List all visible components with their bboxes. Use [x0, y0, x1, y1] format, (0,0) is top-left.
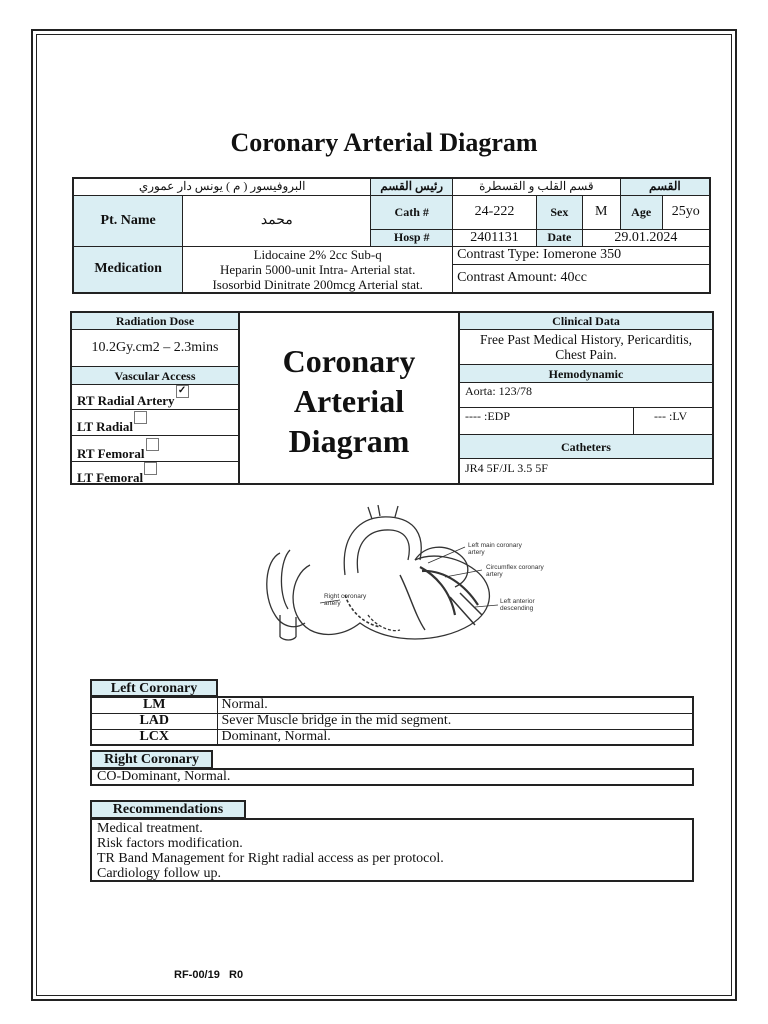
radiation-dose-value: 10.2Gy.cm2 – 2.3mins — [72, 330, 238, 367]
page-title: Coronary Arterial Diagram — [230, 128, 538, 157]
access-label: LT Radial — [77, 419, 134, 434]
sex-label: Sex — [536, 195, 582, 229]
patient-name: محمد — [183, 195, 371, 246]
center-title — [240, 341, 458, 461]
table-row — [91, 697, 693, 713]
catheters-label: Catheters — [460, 435, 712, 459]
center-title-line: Arterial — [293, 383, 405, 419]
medication-item: Heparin 5000-unit Intra- Arterial stat. — [220, 261, 416, 277]
left-coronary-heading: Left Coronary — [90, 679, 218, 697]
diagram-label: Left main coronary — [468, 542, 522, 549]
access-label: LT Femoral — [77, 470, 144, 485]
medication-item: Isosorbid Dinitrate 200mcg Arterial stat. — [212, 276, 423, 292]
date-value: 29.01.2024 — [582, 229, 710, 246]
aorta-value: Aorta: 123/78 — [460, 383, 712, 408]
hosp-value: 2401131 — [453, 229, 537, 246]
recommendation-item: Risk factors modification. — [97, 836, 243, 851]
patient-name-label: Pt. Name — [73, 195, 183, 246]
left-info-panel — [70, 311, 240, 485]
right-info-panel — [458, 311, 714, 485]
table-row — [91, 729, 693, 745]
clinical-data-label: Clinical Data — [460, 313, 712, 330]
center-title-box — [238, 311, 460, 485]
head-of-dept-name: البروفيسور ( م ) يونس دار عموري — [73, 178, 371, 195]
access-lt-radial — [72, 410, 238, 436]
diagram-label: Right coronary — [324, 593, 367, 600]
access-rt-radial — [72, 385, 238, 410]
checkbox-icon[interactable] — [146, 438, 159, 451]
right-coronary-finding: CO-Dominant, Normal. — [90, 768, 694, 786]
finding-cell: Normal. — [217, 697, 693, 713]
recommendation-item: TR Band Management for Right radial access as per protocol. — [97, 851, 444, 866]
cath-value: 24-222 — [453, 195, 537, 229]
finding-cell: Dominant, Normal. — [217, 729, 693, 745]
diagram-label: artery — [486, 571, 503, 578]
checkbox-icon[interactable] — [144, 462, 157, 475]
right-coronary-heading: Right Coronary — [90, 750, 213, 769]
left-coronary-table — [90, 696, 694, 746]
medication-item: Lidocaine 2% 2cc Sub-q — [253, 246, 382, 262]
segment-cell: LAD — [91, 713, 217, 729]
segment-cell: LM — [91, 697, 217, 713]
clinical-data-value: Free Past Medical History, Pericarditis, Chest Pain. — [460, 330, 712, 365]
age-value: 25yo — [662, 195, 710, 229]
access-label: RT Femoral — [77, 446, 145, 461]
vascular-access-label: Vascular Access — [72, 367, 238, 385]
head-of-dept-label: رئيس القسم — [371, 178, 453, 195]
edp-value: ---- :EDP — [460, 408, 634, 435]
access-rt-femoral — [72, 436, 238, 462]
checkbox-checked-icon[interactable]: ✓ — [176, 385, 189, 398]
heart-diagram-illustration — [250, 505, 570, 650]
contrast-type: Contrast Type: Iomerone 350 — [453, 246, 710, 264]
diagram-label: Left anterior — [500, 598, 535, 605]
cath-label: Cath # — [371, 195, 453, 229]
medication-list — [183, 246, 453, 293]
access-lt-femoral — [72, 462, 238, 483]
finding-cell: Sever Muscle bridge in the mid segment. — [217, 713, 693, 729]
diagram-label: artery — [468, 549, 485, 556]
center-title-line: Coronary — [282, 343, 416, 379]
diagram-label: Circumflex coronary — [486, 564, 544, 571]
access-label: RT Radial Artery — [77, 393, 175, 408]
diagram-label: artery — [324, 600, 341, 607]
recommendations-list — [90, 818, 694, 882]
table-row — [91, 713, 693, 729]
lv-value: --- :LV — [634, 408, 712, 435]
form-code: RF-00/19 R0 — [174, 969, 244, 981]
patient-header-table — [72, 177, 711, 294]
hosp-label: Hosp # — [371, 229, 453, 246]
recommendations-heading: Recommendations — [90, 800, 246, 819]
department-name: قسم القلب و القسطرة — [453, 178, 621, 195]
contrast-amount: Contrast Amount: 40cc — [453, 264, 710, 292]
recommendation-item: Medical treatment. — [97, 821, 203, 836]
center-title-line: Diagram — [288, 423, 410, 459]
medication-label: Medication — [73, 246, 183, 293]
date-label: Date — [536, 229, 582, 246]
radiation-dose-label: Radiation Dose — [72, 313, 238, 330]
recommendation-item: Cardiology follow up. — [97, 866, 222, 881]
diagram-label: descending — [500, 605, 534, 612]
catheters-value: JR4 5F/JL 3.5 5F — [465, 461, 548, 475]
checkbox-icon[interactable] — [134, 411, 147, 424]
sex-value: M — [582, 195, 620, 229]
age-label: Age — [620, 195, 662, 229]
department-label: القسم — [620, 178, 710, 195]
segment-cell: LCX — [91, 729, 217, 745]
hemodynamic-label: Hemodynamic — [460, 365, 712, 383]
